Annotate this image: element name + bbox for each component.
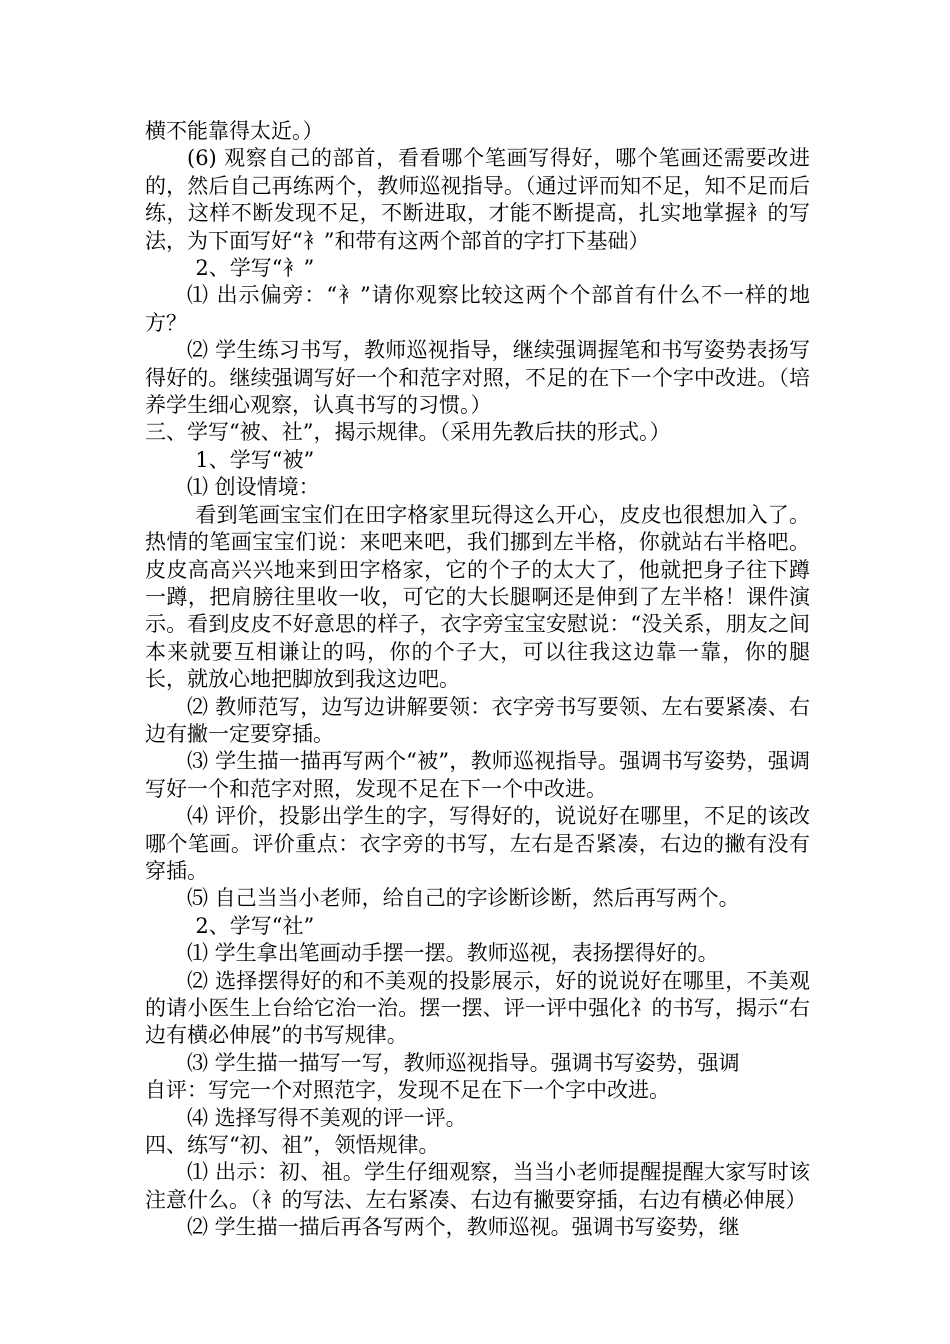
paragraph-teacher-demo: ⑵ 教师范写，边写边讲解要领：衣字旁书写要领、左右要紧凑、右边有撇一定要穿插。 [145,694,810,746]
paragraph-story: 看到笔画宝宝们在田字格家里玩得这么开心，皮皮也很想加入了。热情的笔画宝宝们说：来吧来吧，我们挪到左半格，你就站右半格吧。皮皮高高兴兴地来到田字格家，它的个子的太大了，他就把身子往下蹲一蹲，把肩膀往里收一收，可它的大长腿啊还是伸到了左半格！课件演示。看到皮皮不好意思的样子，衣字旁宝宝安慰说：“没关系，朋友之间本来就要互相谦让的吗，你的个子大，可以往我这边靠一靠，你的腿长，就放心地把脚放到我这边吧。 [145,502,810,692]
paragraph-projection: ⑵ 选择摆得好的和不美观的投影展示，好的说说好在哪里，不美观的请小医生上台给它治一治。摆一摆、评一评中强化礻的书写，揭示“右边有横必伸展”的书写规律。 [145,968,810,1048]
document-page [145,118,810,1242]
paragraph-evaluation: ⑷ 评价，投影出学生的字，写得好的，说说好在哪里，不足的该改哪个笔画。评价重点：衣字旁的书写，左右是否紧凑，右边的撇有没有穿插。 [145,804,810,883]
paragraph-practice: ⑵ 学生练习书写，教师巡视指导，继续强调握笔和书写姿势表扬写得好的。继续强调写好一个和范字对照，不足的在下一个字中改进。（培养学生细心观察，认真书写的习惯。） [145,338,810,418]
subheading-learn-radical: 2、学写“衤” [195,256,315,281]
paragraph-self-review: 自评：写完一个对照范字，发现不足在下一个字中改进。 [145,1078,670,1103]
section-heading-3: 三、学写“被、社”，揭示规律。（采用先教后扶的形式。） [145,420,671,445]
subheading-learn-bei: 1、学写“被” [195,447,315,472]
paragraph-self-check: ⑸ 自己当当小老师，给自己的字诊断诊断，然后再写两个。 [187,886,740,911]
subheading-learn-she: 2、学写“社” [195,913,315,938]
paragraph-show-chars: ⑴ 出示：初、祖。学生仔细观察，当当小老师提醒提醒大家写时该注意什么。（衤的写法、左右紧凑、右边有撇要穿插，右边有横必伸展） [145,1160,810,1212]
paragraph-scenario-label: ⑴ 创设情境： [187,475,320,500]
paragraph-continuation: 横不能靠得太近。） [145,119,324,143]
paragraph-trace-bei: ⑶ 学生描一描再写两个“被”，教师巡视指导。强调书写姿势，强调写好一个和范字对照，发现不足在下一个中改进。 [145,749,810,801]
paragraph-step-6: (6) 观察自己的部首，看看哪个笔画写得好，哪个笔画还需要改进的，然后自己再练两个，教师巡视指导。（通过评而知不足，知不足而后练，这样不断发现不足，不断进取，才能不断提高，扎实地掌握衤的写法，为下面写好“衤”和带有这两个部首的字打下基础） [145,146,810,253]
paragraph-peer-review: ⑷ 选择写得不美观的评一评。 [187,1105,467,1130]
paragraph-arrange-strokes: ⑴ 学生拿出笔画动手摆一摆。教师巡视，表扬摆得好的。 [187,941,719,966]
paragraph-show-radical: ⑴ 出示偏旁：“衤”请你观察比较这两个个部首有什么不一样的地方？ [145,283,810,335]
paragraph-trace-chars: ⑵ 学生描一描后再各写两个，教师巡视。强调书写姿势，继 [187,1215,740,1240]
paragraph-trace-she: ⑶ 学生描一描写一写，教师巡视指导。强调书写姿势，强调 [187,1050,740,1075]
section-heading-4: 四、练写“初、祖”，领悟规律。 [145,1133,440,1158]
